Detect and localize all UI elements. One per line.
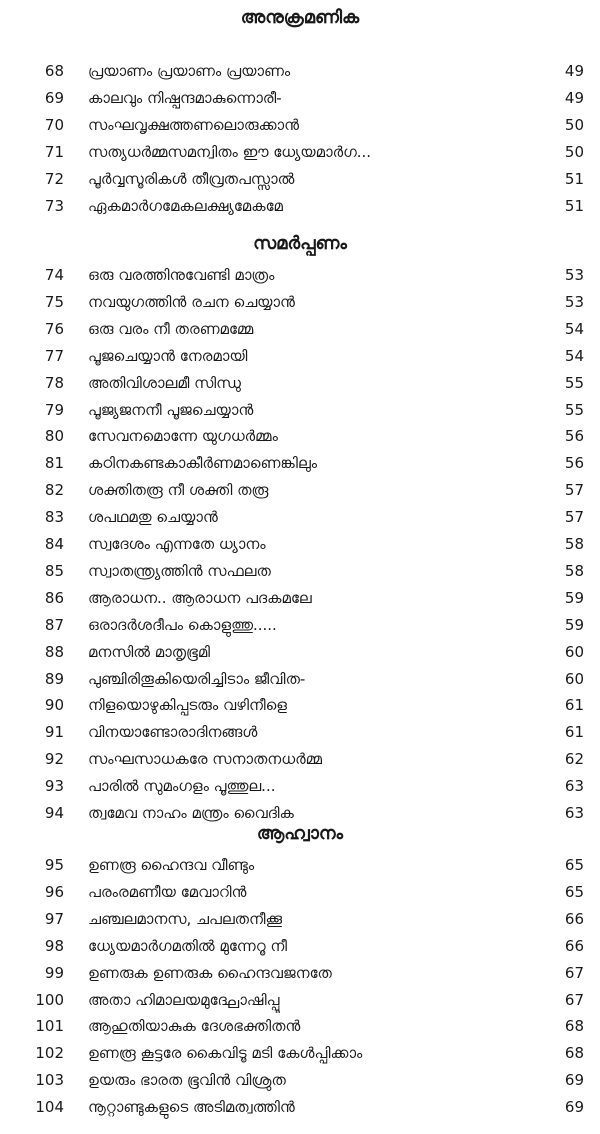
- entry-title: ഒരാദർശദീപം കൊളുത്തു.....: [88, 615, 277, 634]
- entry-number: 97: [44, 909, 64, 928]
- entry-page-number: 69: [564, 1098, 584, 1117]
- entry-number: 70: [44, 115, 64, 134]
- entry-page-number: 49: [564, 62, 584, 80]
- toc-entry: [0, 316, 600, 342]
- entry-page-number: 51: [564, 196, 584, 215]
- entry-page-number: 57: [564, 481, 584, 500]
- entry-page-number: 59: [564, 588, 584, 607]
- entry-number: 73: [44, 196, 64, 215]
- toc-entry: [0, 531, 600, 557]
- toc-entry: [0, 639, 600, 665]
- entry-title: കാലവും നിഷ്പന്ദമാകുന്നൊരീ-: [88, 88, 282, 107]
- entry-page-number: 68: [564, 1017, 584, 1036]
- entry-number: 93: [44, 777, 64, 796]
- entry-title: ഉണരൂ ഹൈന്ദവ വീണ്ടും: [88, 856, 255, 874]
- entry-title: ഉയരും ഭാരത ഭൂവിൻ വിശ്രുത: [88, 1071, 286, 1090]
- entry-page-number: 55: [564, 373, 584, 392]
- entry-title: പൂർവ്വസൂരികൾ തീവ്രതപസ്സാൽ: [88, 169, 295, 188]
- entry-title: പ്രയാണം പ്രയാണം പ്രയാണം: [88, 62, 291, 80]
- entry-number: 104: [35, 1098, 64, 1117]
- entry-page-number: 56: [564, 427, 584, 446]
- section-heading: അനുക്രമണിക: [240, 7, 360, 28]
- entry-title: സത്യധർമ്മസമന്വിതം ഈ ധ്യേയമാർഗ...: [88, 142, 372, 161]
- toc-entry: [0, 477, 600, 503]
- entry-number: 102: [35, 1044, 64, 1063]
- entry-page-number: 63: [564, 777, 584, 796]
- entry-page-number: 59: [564, 615, 584, 634]
- entry-number: 81: [44, 454, 64, 473]
- entry-page-number: 56: [564, 454, 584, 473]
- toc-entry: [0, 85, 600, 111]
- entry-title: സംഘവൃക്ഷത്തണലൊരുക്കാൻ: [88, 115, 299, 134]
- entry-page-number: 53: [564, 266, 584, 284]
- entry-page-number: 49: [564, 88, 584, 107]
- toc-entry: [0, 262, 600, 288]
- entry-title: ഉണരുക ഉണരുക ഹൈന്ദവജനതേ: [88, 963, 332, 982]
- toc-entry: [0, 58, 600, 84]
- toc-entry: [0, 193, 600, 219]
- entry-number: 92: [44, 750, 64, 769]
- entry-title: നിളയൊഴുകിപ്പടരും വഴിനീളെ: [88, 696, 287, 715]
- entry-number: 71: [44, 142, 64, 161]
- entry-page-number: 61: [564, 723, 584, 742]
- entry-number: 96: [44, 882, 64, 901]
- entry-title: വിനയാണ്ടോരാദിനങ്ങൾ: [88, 723, 258, 742]
- toc-entry: [0, 166, 600, 192]
- entry-title: ശപഥമതു ചെയ്യാൻ: [88, 508, 218, 527]
- entry-number: 101: [35, 1017, 64, 1036]
- entry-number: 74: [44, 266, 64, 284]
- entry-number: 98: [44, 936, 64, 955]
- entry-number: 99: [44, 963, 64, 982]
- entry-page-number: 57: [564, 508, 584, 527]
- entry-number: 78: [44, 373, 64, 392]
- toc-entry: [0, 692, 600, 718]
- entry-title: നവയുഗത്തിൻ രചന ചെയ്യാൻ: [88, 292, 295, 311]
- entry-number: 88: [44, 642, 64, 661]
- toc-entry: [0, 933, 600, 959]
- toc-entry: [0, 585, 600, 611]
- toc-entry: [0, 397, 600, 423]
- toc-entry: [0, 612, 600, 638]
- toc-entry: [0, 423, 600, 449]
- entry-title: ത്വമേവ നാഹം മന്ത്രം വൈദിക: [88, 804, 294, 822]
- entry-number: 75: [44, 292, 64, 311]
- toc-entry: [0, 746, 600, 772]
- toc-entry: [0, 450, 600, 476]
- entry-number: 84: [44, 535, 64, 553]
- entry-title: ഒരു വരത്തിനുവേണ്ടി മാത്രം: [88, 266, 275, 284]
- entry-title: ആഹുതിയാകുക ദേശഭക്തിതൻ: [88, 1017, 301, 1036]
- entry-page-number: 60: [564, 669, 584, 688]
- entry-title: അതിവിശാലമീ സിന്ധു: [88, 373, 241, 392]
- entry-number: 100: [35, 990, 64, 1009]
- toc-entry: [0, 558, 600, 584]
- entry-title: പൂജചെയ്യാൻ നേരമായി: [88, 346, 248, 365]
- entry-page-number: 60: [564, 642, 584, 661]
- entry-number: 91: [44, 723, 64, 742]
- entry-page-number: 67: [564, 990, 584, 1009]
- entry-number: 87: [44, 615, 64, 634]
- entry-page-number: 54: [564, 346, 584, 365]
- entry-page-number: 50: [564, 115, 584, 134]
- toc-entry: [0, 852, 600, 878]
- entry-number: 90: [44, 696, 64, 715]
- entry-number: 103: [35, 1071, 64, 1090]
- entry-number: 83: [44, 508, 64, 527]
- toc-entry: [0, 987, 600, 1013]
- section-heading: സമർപ്പണം: [253, 233, 347, 254]
- entry-number: 77: [44, 346, 64, 365]
- entry-number: 85: [44, 561, 64, 580]
- toc-entry: [0, 879, 600, 905]
- entry-title: അതാ ഹിമാലയമുദ്ഘോഷിപ്പൂ: [88, 990, 280, 1009]
- toc-entry: [0, 112, 600, 138]
- toc-entry: [0, 906, 600, 932]
- entry-page-number: 68: [564, 1044, 584, 1063]
- entry-page-number: 63: [564, 804, 584, 822]
- entry-number: 82: [44, 481, 64, 500]
- entry-title: സ്വാതന്ത്ര്യത്തിൻ സഫലത: [88, 561, 271, 580]
- entry-number: 76: [44, 319, 64, 338]
- entry-title: പരംരമണീയ മേവാറിൻ: [88, 882, 247, 901]
- entry-page-number: 66: [564, 909, 584, 928]
- entry-number: 72: [44, 169, 64, 188]
- entry-page-number: 58: [564, 535, 584, 553]
- entry-title: സേവനമൊന്നേ യുഗധർമ്മം: [88, 427, 278, 446]
- entry-page-number: 66: [564, 936, 584, 955]
- entry-page-number: 51: [564, 169, 584, 188]
- toc-entry: [0, 719, 600, 745]
- entry-title: പാരിൽ സുമംഗളം പൂത്തുല...: [88, 777, 276, 796]
- entry-title: ധ്യേയമാർഗമതിൽ മുന്നേറൂ നീ: [88, 936, 287, 955]
- entry-number: 86: [44, 588, 64, 607]
- entry-page-number: 62: [564, 750, 584, 769]
- entry-page-number: 55: [564, 400, 584, 419]
- entry-title: ചഞ്ചലമാനസ, ചപലതനീക്കൂ: [88, 909, 283, 928]
- entry-page-number: 65: [564, 856, 584, 874]
- toc-entry: [0, 343, 600, 369]
- entry-page-number: 69: [564, 1071, 584, 1090]
- entry-title: നൂറ്റാണ്ടുകളുടെ അടിമത്വത്തിൻ: [88, 1098, 295, 1117]
- entry-page-number: 58: [564, 561, 584, 580]
- entry-number: 89: [44, 669, 64, 688]
- toc-entry: [0, 289, 600, 315]
- entry-number: 68: [44, 62, 64, 80]
- toc-entry: [0, 1067, 600, 1093]
- entry-title: സംഘസാധകരേ സനാതനധർമ്മ: [88, 750, 323, 769]
- entry-page-number: 65: [564, 882, 584, 901]
- entry-number: 95: [44, 856, 64, 874]
- entry-title: പുഞ്ചിരിതൂകിയെരിച്ചിടാം ജീവിത-: [88, 669, 306, 688]
- entry-number: 80: [44, 427, 64, 446]
- entry-title: കഠിനകണ്ടകാകീർണമാണെങ്കിലും: [88, 454, 318, 473]
- toc-entry: [0, 1094, 600, 1120]
- entry-title: സ്വദേശം എന്നതേ ധ്യാനം: [88, 535, 266, 553]
- entry-number: 94: [44, 804, 64, 822]
- toc-entry: [0, 370, 600, 396]
- entry-page-number: 50: [564, 142, 584, 161]
- toc-entry: [0, 139, 600, 165]
- entry-page-number: 54: [564, 319, 584, 338]
- entry-title: ശക്തിതരൂ നീ ശക്തി തരൂ: [88, 481, 269, 500]
- entry-title: മനസിൽ മാതൃഭൂമി: [88, 642, 210, 661]
- toc-entry: [0, 773, 600, 799]
- entry-title: പൂജ്യജനനീ പൂജചെയ്യാൻ: [88, 400, 254, 419]
- entry-number: 69: [44, 88, 64, 107]
- entry-page-number: 53: [564, 292, 584, 311]
- toc-entry: [0, 666, 600, 692]
- entry-title: ഉണരൂ കൂട്ടരേ കൈവിടൂ മടി കേൾപ്പിക്കാം: [88, 1044, 363, 1063]
- entry-number: 79: [44, 400, 64, 419]
- entry-title: ഒരു വരം നീ തരണമമ്മേ: [88, 319, 254, 338]
- entry-page-number: 61: [564, 696, 584, 715]
- toc-entry: [0, 1040, 600, 1066]
- toc-entry: [0, 504, 600, 530]
- toc-entry: [0, 1013, 600, 1039]
- entry-page-number: 67: [564, 963, 584, 982]
- entry-title: ഏകമാർഗമേകലക്ഷ്യമേകമേ: [88, 196, 283, 215]
- section-heading: ആഹ്വാനം: [256, 823, 344, 844]
- entry-title: ആരാധന.. ആരാധന പദകമലേ: [88, 588, 312, 607]
- toc-entry: [0, 960, 600, 986]
